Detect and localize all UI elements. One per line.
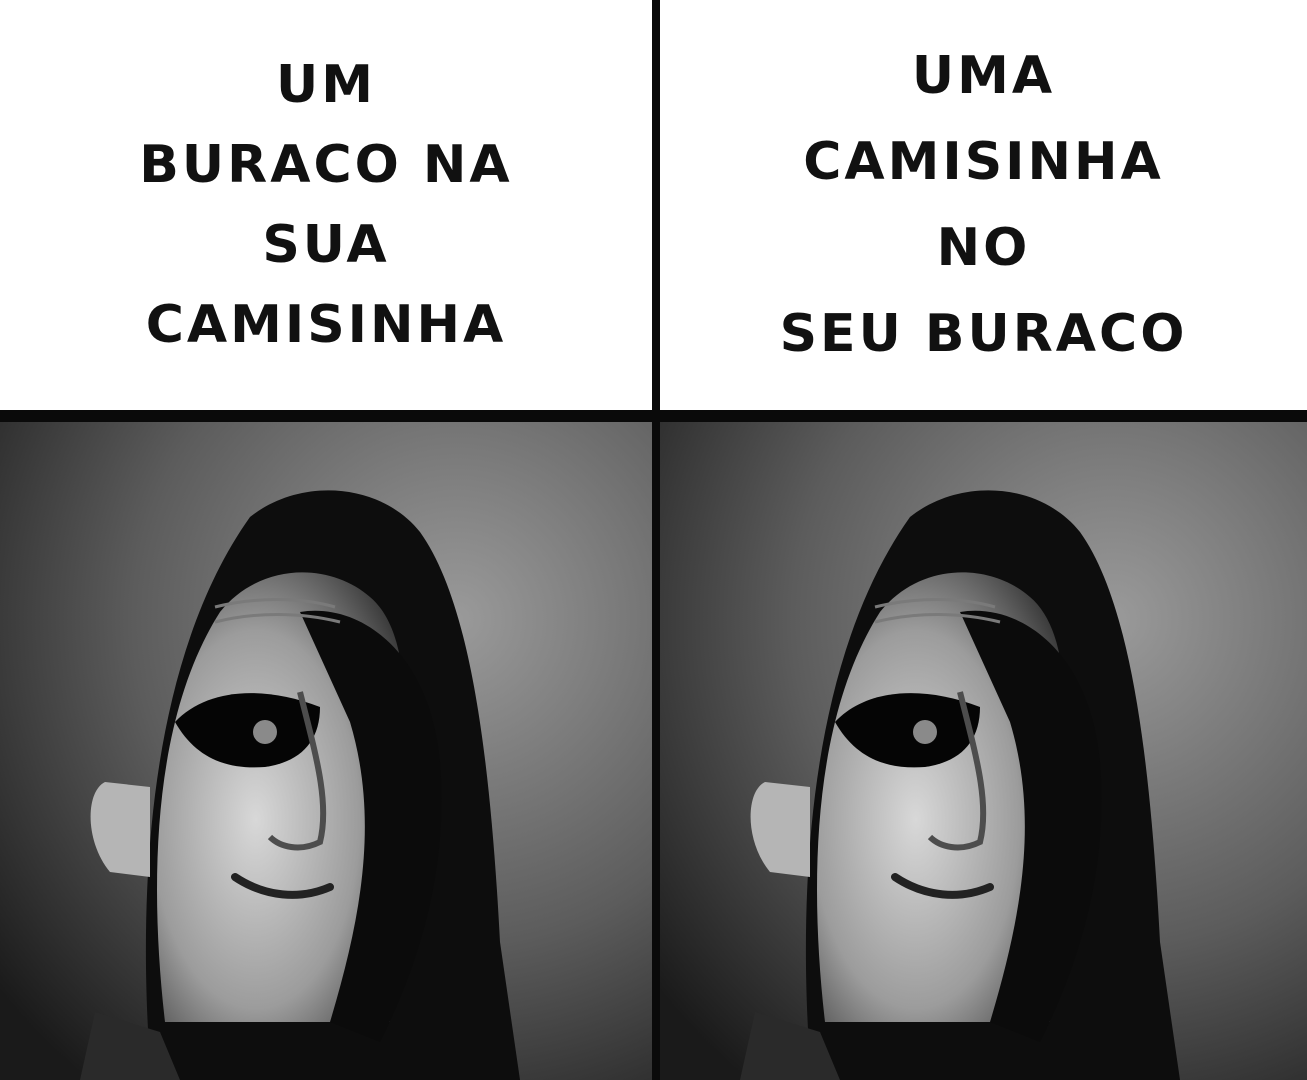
right-caption-line-4: SEU BURACO (779, 304, 1188, 364)
left-caption-line-2: BURACO NA (139, 135, 513, 195)
right-caption (660, 0, 1307, 410)
right-caption-line-2: CAMISINHA (803, 132, 1164, 192)
right-caption-line-3: NO (936, 218, 1031, 278)
left-creepy-face-image (0, 422, 652, 1080)
horizontal-divider (0, 410, 1307, 422)
right-caption-line-1: UMA (911, 46, 1056, 106)
left-caption-line-4: CAMISINHA (145, 295, 507, 355)
vertical-divider (652, 0, 660, 1080)
left-caption-line-3: SUA (262, 215, 390, 275)
right-creepy-face-image (660, 422, 1307, 1080)
left-caption-line-1: UM (276, 55, 376, 115)
left-caption (0, 0, 652, 410)
